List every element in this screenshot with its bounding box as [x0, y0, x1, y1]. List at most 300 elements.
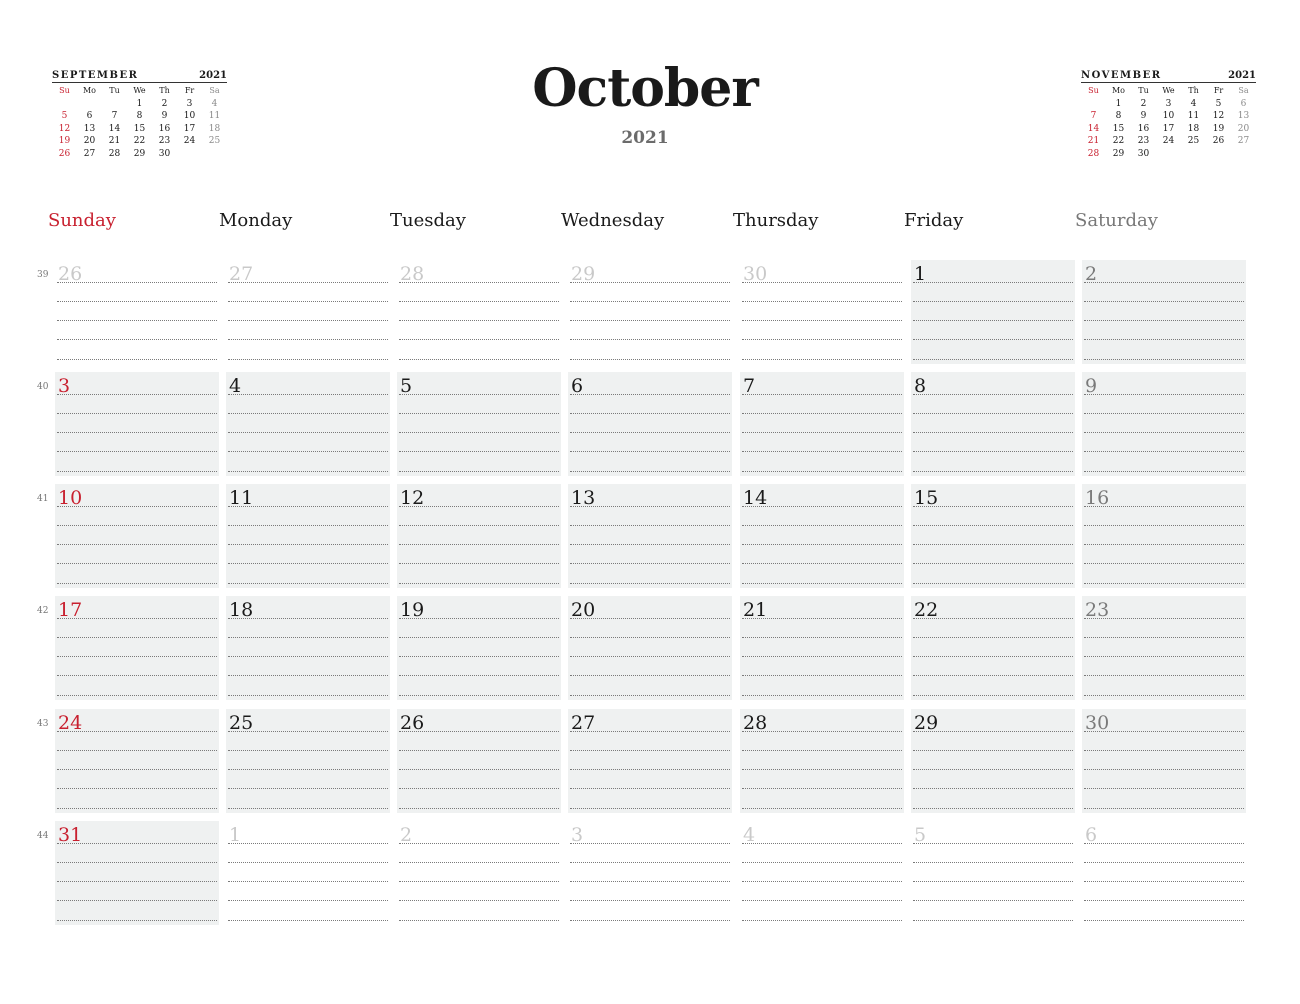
- mini-calendar-day-header: Su: [1088, 86, 1099, 95]
- note-line: [742, 862, 902, 863]
- note-line: [228, 808, 388, 809]
- mini-calendar-day: 29: [133, 148, 146, 159]
- note-line: [913, 544, 1073, 545]
- note-line: [228, 695, 388, 696]
- note-line: [399, 451, 559, 452]
- mini-calendar-day: 6: [1240, 98, 1247, 109]
- mini-calendar-day: 21: [108, 136, 121, 147]
- note-line: [399, 432, 559, 433]
- note-line: [1084, 451, 1244, 452]
- day-number: 15: [914, 487, 939, 509]
- day-cell-outside-month[interactable]: [568, 821, 732, 925]
- note-line: [228, 731, 388, 732]
- note-line: [570, 394, 730, 395]
- note-line: [1084, 750, 1244, 751]
- note-line: [228, 339, 388, 340]
- note-line: [742, 920, 902, 921]
- day-cell[interactable]: [397, 372, 561, 476]
- day-cell[interactable]: [911, 260, 1075, 364]
- day-cell[interactable]: [1082, 484, 1246, 588]
- day-number: 26: [400, 712, 425, 734]
- note-line: [742, 506, 902, 507]
- note-line: [1084, 432, 1244, 433]
- note-line: [913, 769, 1073, 770]
- day-cell-outside-month[interactable]: [568, 260, 732, 364]
- day-cell-outside-month[interactable]: [226, 821, 390, 925]
- note-line: [913, 731, 1073, 732]
- mini-calendar-day: 10: [1162, 111, 1175, 122]
- note-line: [570, 471, 730, 472]
- note-line: [399, 881, 559, 882]
- note-line: [913, 881, 1073, 882]
- week-number: 43: [37, 719, 49, 729]
- note-line: [742, 320, 902, 321]
- note-line: [913, 394, 1073, 395]
- day-cell[interactable]: [226, 484, 390, 588]
- mini-calendar-day: 22: [1112, 136, 1125, 147]
- note-line: [913, 432, 1073, 433]
- day-number: 25: [229, 712, 254, 734]
- weekday-label-sunday: Sunday: [48, 210, 116, 231]
- day-number: 12: [400, 487, 425, 509]
- day-number: 4: [229, 375, 242, 397]
- note-line: [570, 301, 730, 302]
- note-line: [570, 544, 730, 545]
- mini-calendar-day: 1: [136, 98, 143, 109]
- note-line: [1084, 506, 1244, 507]
- note-line: [228, 618, 388, 619]
- note-line: [57, 359, 217, 360]
- note-line: [399, 656, 559, 657]
- note-line: [742, 769, 902, 770]
- day-cell-outside-month[interactable]: [740, 821, 904, 925]
- day-number: 1: [229, 824, 242, 846]
- mini-calendar-day-header: Fr: [184, 86, 195, 95]
- mini-calendar-day: 27: [1237, 136, 1250, 147]
- note-line: [1084, 413, 1244, 414]
- mini-calendar-day: 25: [1187, 136, 1200, 147]
- day-number: 3: [571, 824, 584, 846]
- note-line: [570, 413, 730, 414]
- day-number: 29: [914, 712, 939, 734]
- note-line: [228, 471, 388, 472]
- mini-calendar-month: SEPTEMBER: [52, 70, 139, 81]
- note-line: [399, 900, 559, 901]
- month-title: October: [532, 58, 758, 119]
- note-line: [1084, 788, 1244, 789]
- day-number: 20: [571, 599, 596, 621]
- note-line: [399, 413, 559, 414]
- note-line: [1084, 881, 1244, 882]
- note-line: [742, 563, 902, 564]
- note-line: [1084, 618, 1244, 619]
- mini-calendar-day: 15: [1112, 123, 1125, 134]
- mini-calendar-day: 17: [1162, 123, 1175, 134]
- note-line: [228, 451, 388, 452]
- mini-calendar-day: 19: [58, 136, 71, 147]
- note-line: [399, 920, 559, 921]
- day-cell[interactable]: [740, 372, 904, 476]
- note-line: [57, 339, 217, 340]
- mini-calendar-day: 23: [158, 136, 171, 147]
- mini-calendar-day-header: We: [1162, 86, 1175, 95]
- note-line: [228, 750, 388, 751]
- note-line: [570, 339, 730, 340]
- day-number: 11: [229, 487, 254, 509]
- mini-calendar-day: [1231, 148, 1256, 161]
- note-line: [742, 900, 902, 901]
- day-number: 7: [743, 375, 756, 397]
- note-line: [742, 394, 902, 395]
- note-line: [399, 563, 559, 564]
- note-line: [570, 808, 730, 809]
- note-line: [57, 563, 217, 564]
- note-line: [228, 583, 388, 584]
- note-line: [57, 471, 217, 472]
- day-number: 6: [571, 375, 584, 397]
- day-cell[interactable]: [55, 484, 219, 588]
- note-line: [57, 301, 217, 302]
- mini-calendar-day: 5: [1215, 98, 1222, 109]
- note-line: [399, 339, 559, 340]
- note-line: [913, 675, 1073, 676]
- note-line: [1084, 583, 1244, 584]
- day-number: 17: [58, 599, 83, 621]
- note-line: [913, 843, 1073, 844]
- mini-calendar-day: 11: [1187, 111, 1200, 122]
- note-line: [228, 881, 388, 882]
- note-line: [570, 862, 730, 863]
- mini-calendar-day: 6: [86, 111, 93, 122]
- week-number: 44: [37, 831, 49, 841]
- note-line: [913, 695, 1073, 696]
- day-number: 13: [571, 487, 596, 509]
- note-line: [57, 843, 217, 844]
- note-line: [399, 843, 559, 844]
- note-line: [57, 525, 217, 526]
- note-line: [913, 506, 1073, 507]
- day-cell[interactable]: [397, 484, 561, 588]
- note-line: [1084, 471, 1244, 472]
- note-line: [742, 525, 902, 526]
- note-line: [57, 637, 217, 638]
- day-number: 31: [58, 824, 83, 846]
- mini-calendar-day: 14: [108, 123, 121, 134]
- note-line: [570, 583, 730, 584]
- note-line: [228, 675, 388, 676]
- note-line: [1084, 808, 1244, 809]
- mini-calendar-day: 15: [133, 123, 146, 134]
- note-line: [913, 282, 1073, 283]
- day-number: 9: [1085, 375, 1098, 397]
- day-cell[interactable]: [1082, 260, 1246, 364]
- note-line: [228, 788, 388, 789]
- day-cell[interactable]: [226, 709, 390, 813]
- mini-calendar-day-header: Th: [159, 86, 170, 95]
- note-line: [57, 862, 217, 863]
- note-line: [228, 769, 388, 770]
- note-line: [742, 583, 902, 584]
- note-line: [399, 359, 559, 360]
- mini-calendar-year: 2021: [199, 70, 227, 81]
- mini-calendar-day: 14: [1087, 123, 1100, 134]
- day-cell[interactable]: [740, 709, 904, 813]
- note-line: [228, 920, 388, 921]
- day-number: 26: [58, 263, 83, 285]
- day-number: 10: [58, 487, 83, 509]
- note-line: [570, 656, 730, 657]
- note-line: [228, 563, 388, 564]
- day-cell[interactable]: [911, 709, 1075, 813]
- mini-calendar-day: 27: [83, 148, 96, 159]
- day-number: 30: [1085, 712, 1110, 734]
- note-line: [742, 656, 902, 657]
- note-line: [913, 583, 1073, 584]
- mini-calendar-day-header: Mo: [1111, 86, 1125, 95]
- day-cell-outside-month[interactable]: [397, 821, 561, 925]
- day-number: 16: [1085, 487, 1110, 509]
- note-line: [742, 471, 902, 472]
- note-line: [913, 637, 1073, 638]
- note-line: [913, 900, 1073, 901]
- note-line: [57, 881, 217, 882]
- note-line: [57, 900, 217, 901]
- note-line: [570, 769, 730, 770]
- day-cell[interactable]: [911, 372, 1075, 476]
- note-line: [1084, 525, 1244, 526]
- day-number: 29: [571, 263, 596, 285]
- mini-calendar-day: 26: [1212, 136, 1225, 147]
- note-line: [57, 788, 217, 789]
- day-cell-outside-month[interactable]: [397, 260, 561, 364]
- mini-calendar-day-header: Tu: [1138, 86, 1149, 95]
- note-line: [913, 413, 1073, 414]
- day-cell[interactable]: [226, 596, 390, 700]
- mini-calendar-month: NOVEMBER: [1081, 70, 1162, 81]
- mini-calendar-day: 2: [161, 98, 168, 109]
- mini-calendar-year: 2021: [1228, 70, 1256, 81]
- note-line: [1084, 339, 1244, 340]
- note-line: [742, 675, 902, 676]
- mini-calendar-day: 5: [61, 111, 68, 122]
- note-line: [913, 471, 1073, 472]
- day-cell[interactable]: [740, 596, 904, 700]
- day-cell-outside-month[interactable]: [226, 260, 390, 364]
- day-cell[interactable]: [1082, 372, 1246, 476]
- mini-calendar-day: 29: [1112, 148, 1125, 159]
- note-line: [399, 695, 559, 696]
- weekday-label-saturday: Saturday: [1075, 210, 1158, 231]
- note-line: [1084, 637, 1244, 638]
- note-line: [228, 506, 388, 507]
- note-line: [570, 900, 730, 901]
- day-number: 1: [914, 263, 927, 285]
- day-cell[interactable]: [55, 821, 219, 925]
- day-number: 4: [743, 824, 756, 846]
- mini-calendar-day: 9: [1140, 111, 1147, 122]
- day-cell[interactable]: [740, 484, 904, 588]
- week-number: 40: [37, 382, 49, 392]
- note-line: [57, 656, 217, 657]
- note-line: [742, 359, 902, 360]
- day-cell[interactable]: [568, 596, 732, 700]
- mini-calendar-day: 23: [1137, 136, 1150, 147]
- note-line: [1084, 282, 1244, 283]
- week-number: 41: [37, 494, 49, 504]
- note-line: [742, 413, 902, 414]
- day-number: 3: [58, 375, 71, 397]
- mini-calendar-day: 30: [158, 148, 171, 159]
- note-line: [399, 769, 559, 770]
- note-line: [399, 675, 559, 676]
- note-line: [228, 544, 388, 545]
- day-number: 14: [743, 487, 768, 509]
- note-line: [742, 731, 902, 732]
- note-line: [1084, 900, 1244, 901]
- day-number: 2: [1085, 263, 1098, 285]
- note-line: [228, 862, 388, 863]
- day-cell-outside-month[interactable]: [740, 260, 904, 364]
- note-line: [1084, 394, 1244, 395]
- note-line: [228, 282, 388, 283]
- day-number: 27: [229, 263, 254, 285]
- day-cell[interactable]: [226, 372, 390, 476]
- note-line: [57, 282, 217, 283]
- day-cell-outside-month[interactable]: [55, 260, 219, 364]
- note-line: [570, 359, 730, 360]
- day-cell[interactable]: [911, 484, 1075, 588]
- mini-calendar-day: 28: [108, 148, 121, 159]
- note-line: [570, 282, 730, 283]
- day-cell[interactable]: [1082, 709, 1246, 813]
- mini-calendar-day: [202, 148, 227, 161]
- note-line: [570, 637, 730, 638]
- mini-calendar-day: [1206, 148, 1231, 161]
- note-line: [57, 413, 217, 414]
- day-cell[interactable]: [1082, 596, 1246, 700]
- note-line: [570, 320, 730, 321]
- note-line: [570, 881, 730, 882]
- note-line: [57, 432, 217, 433]
- day-cell[interactable]: [55, 372, 219, 476]
- day-cell[interactable]: [397, 709, 561, 813]
- note-line: [913, 525, 1073, 526]
- note-line: [570, 563, 730, 564]
- note-line: [1084, 769, 1244, 770]
- mini-calendar-day-header: Sa: [1238, 86, 1249, 95]
- note-line: [57, 920, 217, 921]
- mini-calendar-day: 10: [183, 111, 196, 122]
- note-line: [570, 731, 730, 732]
- note-line: [399, 282, 559, 283]
- mini-calendar-day: 12: [58, 123, 71, 134]
- note-line: [399, 788, 559, 789]
- day-number: 28: [400, 263, 425, 285]
- note-line: [57, 675, 217, 676]
- weekday-label-thursday: Thursday: [733, 210, 819, 231]
- year-label: 2021: [621, 128, 669, 148]
- note-line: [913, 862, 1073, 863]
- day-cell[interactable]: [911, 596, 1075, 700]
- note-line: [913, 359, 1073, 360]
- note-line: [399, 394, 559, 395]
- mini-calendar-day: 17: [183, 123, 196, 134]
- day-number: 21: [743, 599, 768, 621]
- mini-calendar-day: 13: [83, 123, 96, 134]
- mini-calendar-day-header: Sa: [209, 86, 220, 95]
- day-number: 18: [229, 599, 254, 621]
- day-cell[interactable]: [568, 709, 732, 813]
- mini-calendar-day: 3: [1165, 98, 1172, 109]
- day-cell[interactable]: [568, 484, 732, 588]
- note-line: [913, 451, 1073, 452]
- note-line: [57, 320, 217, 321]
- note-line: [228, 900, 388, 901]
- mini-calendar-day: 20: [83, 136, 96, 147]
- day-number: 2: [400, 824, 413, 846]
- weekday-label-wednesday: Wednesday: [561, 210, 665, 231]
- note-line: [742, 339, 902, 340]
- note-line: [570, 451, 730, 452]
- note-line: [742, 637, 902, 638]
- day-cell[interactable]: [55, 596, 219, 700]
- note-line: [228, 525, 388, 526]
- note-line: [1084, 731, 1244, 732]
- note-line: [913, 301, 1073, 302]
- note-line: [399, 618, 559, 619]
- note-line: [57, 451, 217, 452]
- note-line: [57, 769, 217, 770]
- note-line: [57, 750, 217, 751]
- note-line: [1084, 359, 1244, 360]
- mini-calendar-day: 4: [1190, 98, 1197, 109]
- note-line: [570, 432, 730, 433]
- note-line: [228, 637, 388, 638]
- day-cell-outside-month[interactable]: [911, 821, 1075, 925]
- note-line: [570, 788, 730, 789]
- mini-calendar-day: 1: [1115, 98, 1122, 109]
- note-line: [742, 618, 902, 619]
- note-line: [57, 695, 217, 696]
- mini-calendar-day: 8: [1115, 111, 1122, 122]
- note-line: [1084, 843, 1244, 844]
- note-line: [913, 618, 1073, 619]
- note-line: [742, 451, 902, 452]
- day-cell-outside-month[interactable]: [1082, 821, 1246, 925]
- note-line: [57, 808, 217, 809]
- mini-calendar-day: [1181, 148, 1206, 161]
- mini-calendar-day: 7: [111, 111, 118, 122]
- mini-calendar-day-header: Th: [1188, 86, 1199, 95]
- mini-calendar-day: 2: [1140, 98, 1147, 109]
- note-line: [742, 544, 902, 545]
- note-line: [913, 750, 1073, 751]
- day-cell[interactable]: [397, 596, 561, 700]
- note-line: [57, 583, 217, 584]
- note-line: [570, 618, 730, 619]
- day-cell[interactable]: [55, 709, 219, 813]
- note-line: [228, 394, 388, 395]
- mini-calendar-day: 24: [183, 136, 196, 147]
- mini-calendar-day: 28: [1087, 148, 1100, 159]
- note-line: [228, 843, 388, 844]
- note-line: [742, 750, 902, 751]
- weekday-label-monday: Monday: [219, 210, 293, 231]
- note-line: [399, 471, 559, 472]
- note-line: [399, 506, 559, 507]
- mini-calendar-day: 8: [136, 111, 143, 122]
- day-cell[interactable]: [568, 372, 732, 476]
